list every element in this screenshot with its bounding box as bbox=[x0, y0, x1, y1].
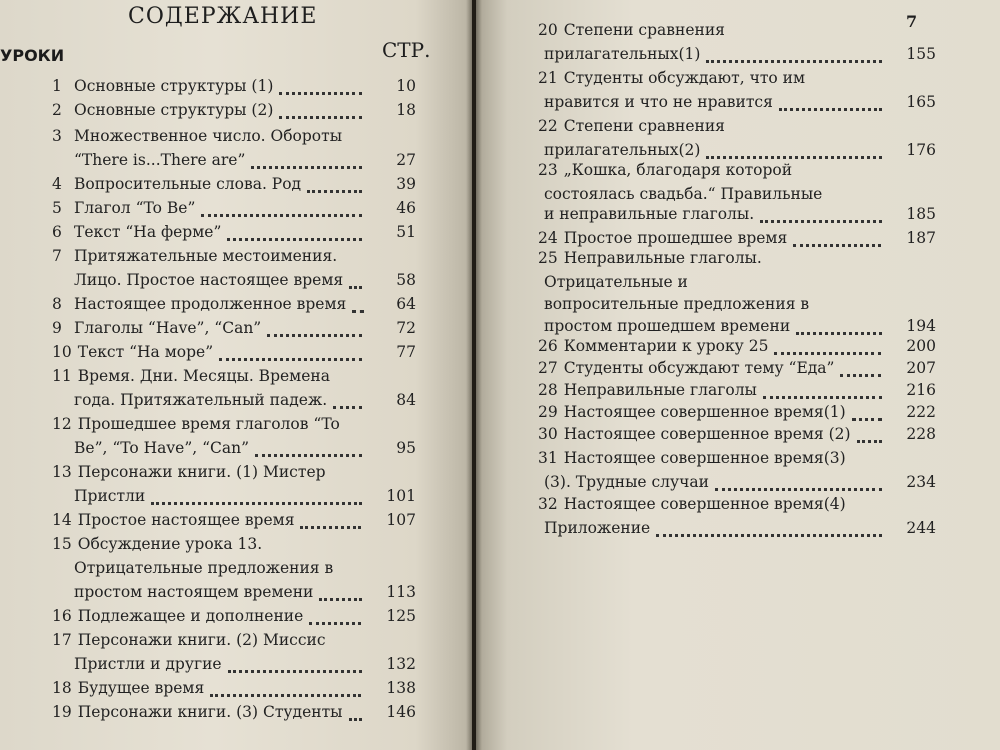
toc-entry-line bbox=[52, 244, 337, 268]
dot-leader bbox=[857, 426, 882, 443]
toc-entry-title: Обсуждение урока 13. bbox=[77, 535, 263, 553]
toc-entry-title: вопросительные предложения в bbox=[544, 295, 810, 313]
toc-entry-title: Будущее время bbox=[77, 679, 205, 697]
dot-leader bbox=[300, 512, 361, 529]
toc-entry-number: 10 bbox=[52, 343, 72, 361]
toc-entry-title: Пристли bbox=[74, 487, 146, 505]
toc-entry-line bbox=[538, 400, 936, 424]
toc-page-number: 107 bbox=[386, 511, 416, 529]
toc-entry-number: 15 bbox=[52, 535, 72, 553]
toc-page-number: 216 bbox=[906, 381, 936, 399]
toc-entry-line bbox=[52, 508, 416, 532]
toc-page-number: 222 bbox=[906, 403, 936, 421]
toc-entry-number: 3 bbox=[52, 127, 62, 145]
toc-entry-title: Множественное число. Обороты bbox=[74, 127, 343, 145]
toc-entry-title: Притяжательные местоимения. bbox=[74, 247, 338, 265]
toc-entry-title: Прошедшее время глаголов “To bbox=[77, 415, 340, 433]
toc-page-number: 84 bbox=[396, 391, 416, 409]
toc-entry-number: 31 bbox=[538, 449, 558, 467]
toc-entry-title: Настоящее продолженное время bbox=[74, 295, 347, 313]
toc-entry-line bbox=[52, 196, 416, 220]
toc-entry-line bbox=[52, 220, 416, 244]
dot-leader bbox=[333, 392, 362, 409]
toc-entry-line bbox=[52, 604, 416, 628]
toc-entry-line bbox=[52, 292, 416, 316]
page-number: 7 bbox=[906, 12, 918, 31]
toc-page-number: 101 bbox=[386, 487, 416, 505]
dot-leader bbox=[279, 102, 362, 119]
right-page bbox=[476, 0, 1000, 750]
toc-page-number: 155 bbox=[906, 45, 936, 63]
toc-entry-line bbox=[538, 470, 936, 494]
toc-page-number: 244 bbox=[906, 519, 936, 537]
dot-leader bbox=[319, 584, 362, 601]
dot-leader bbox=[201, 200, 362, 217]
toc-entry-title: Пристли и другие bbox=[74, 655, 222, 673]
toc-entry-line bbox=[52, 74, 416, 98]
toc-entry-number: 21 bbox=[538, 69, 558, 87]
toc-page-number: 200 bbox=[906, 337, 936, 355]
toc-entry-line bbox=[538, 270, 688, 294]
toc-entry-title: „Кошка, благодаря которой bbox=[563, 161, 793, 179]
dot-leader bbox=[706, 46, 882, 63]
toc-entry-line bbox=[538, 446, 846, 470]
toc-entry-line bbox=[52, 268, 416, 292]
toc-entry-line bbox=[52, 316, 416, 340]
toc-entry-number: 29 bbox=[538, 403, 558, 421]
toc-entry-number: 18 bbox=[52, 679, 72, 697]
toc-entry-title: Основные структуры (1) bbox=[74, 77, 274, 95]
dot-leader bbox=[706, 142, 882, 159]
toc-entry-title: и неправильные глаголы. bbox=[544, 205, 755, 223]
toc-page-number: 18 bbox=[396, 101, 416, 119]
dot-leader bbox=[715, 474, 882, 491]
dot-leader bbox=[219, 344, 362, 361]
toc-page-number: 77 bbox=[396, 343, 416, 361]
toc-entry-number: 24 bbox=[538, 229, 558, 247]
toc-page-number: 234 bbox=[906, 473, 936, 491]
toc-page-number: 10 bbox=[396, 77, 416, 95]
toc-page-number: 138 bbox=[386, 679, 416, 697]
toc-entry-title: Студенты обсуждают, что им bbox=[563, 69, 806, 87]
dot-leader bbox=[349, 272, 362, 289]
toc-entry-number: 14 bbox=[52, 511, 72, 529]
toc-page-number: 165 bbox=[906, 93, 936, 111]
toc-entry-line bbox=[52, 460, 326, 484]
toc-entry-number: 30 bbox=[538, 425, 558, 443]
toc-entry-line bbox=[52, 556, 333, 580]
toc-entry-line bbox=[52, 124, 342, 148]
toc-page-number: 113 bbox=[386, 583, 416, 601]
toc-entry-title: года. Притяжательный падеж. bbox=[74, 391, 328, 409]
toc-entry-title: Степени сравнения bbox=[563, 21, 725, 39]
toc-entry-number: 20 bbox=[538, 21, 558, 39]
toc-entry-title: Персонажи книги. (1) Мистер bbox=[77, 463, 326, 481]
toc-entry-number: 11 bbox=[52, 367, 72, 385]
toc-entry-line bbox=[52, 98, 416, 122]
toc-entry-title: Настоящее совершенное время (2) bbox=[563, 425, 851, 443]
toc-entry-title: Простое настоящее время bbox=[77, 511, 295, 529]
toc-entry-number: 9 bbox=[52, 319, 62, 337]
toc-page-number: 176 bbox=[906, 141, 936, 159]
toc-entry-title: (3). Трудные случаи bbox=[544, 473, 709, 491]
book-gutter bbox=[466, 0, 482, 750]
toc-entry-line bbox=[52, 364, 330, 388]
toc-entry-line bbox=[538, 492, 846, 516]
toc-entry-line bbox=[52, 148, 416, 172]
toc-page-number: 125 bbox=[386, 607, 416, 625]
toc-entry-line bbox=[52, 412, 340, 436]
toc-entry-number: 32 bbox=[538, 495, 558, 513]
toc-page-number: 39 bbox=[396, 175, 416, 193]
toc-entry-line bbox=[52, 340, 416, 364]
dot-leader bbox=[352, 296, 364, 313]
dot-leader bbox=[763, 382, 882, 399]
dot-leader bbox=[307, 176, 362, 193]
dot-leader bbox=[774, 338, 881, 355]
toc-entry-title: Текст “На море” bbox=[77, 343, 214, 361]
toc-entry-line bbox=[52, 436, 416, 460]
toc-page-number: 207 bbox=[906, 359, 936, 377]
toc-entry-line bbox=[538, 42, 936, 66]
toc-entry-number: 1 bbox=[52, 77, 62, 95]
dot-leader bbox=[227, 224, 362, 241]
toc-entry-line bbox=[538, 516, 936, 540]
toc-entry-number: 7 bbox=[52, 247, 62, 265]
toc-entry-title: простом настоящем времени bbox=[74, 583, 314, 601]
dot-leader bbox=[349, 704, 362, 721]
toc-entry-title: Основные структуры (2) bbox=[74, 101, 274, 119]
toc-page-number: 132 bbox=[386, 655, 416, 673]
toc-entry-title: Время. Дни. Месяцы. Времена bbox=[77, 367, 330, 385]
toc-entry-line bbox=[538, 378, 936, 402]
toc-entry-number: 13 bbox=[52, 463, 72, 481]
toc-page-number: 194 bbox=[906, 317, 936, 335]
toc-entry-number: 2 bbox=[52, 101, 62, 119]
toc-entry-number: 25 bbox=[538, 249, 558, 267]
toc-page-number: 46 bbox=[396, 199, 416, 217]
toc-entry-line bbox=[52, 700, 416, 724]
toc-entry-number: 12 bbox=[52, 415, 72, 433]
toc-entry-line bbox=[52, 628, 326, 652]
toc-page-number: 228 bbox=[906, 425, 936, 443]
toc-entry-line bbox=[538, 66, 805, 90]
toc-entry-line bbox=[52, 532, 262, 556]
toc-entry-title: Неправильные глаголы bbox=[563, 381, 757, 399]
toc-page-number: 185 bbox=[906, 205, 936, 223]
toc-entry-title: прилагательных(1) bbox=[544, 45, 701, 63]
toc-entry-title: Степени сравнения bbox=[563, 117, 725, 135]
toc-entry-title: Отрицательные и bbox=[544, 273, 688, 291]
toc-entry-line bbox=[52, 172, 416, 196]
toc-entry-line bbox=[538, 202, 936, 226]
toc-page-number: 72 bbox=[396, 319, 416, 337]
toc-entry-title: нравится и что не нравится bbox=[544, 93, 773, 111]
toc-page-number: 187 bbox=[906, 229, 936, 247]
dot-leader bbox=[760, 206, 882, 223]
toc-page-number: 146 bbox=[386, 703, 416, 721]
toc-entry-title: состоялась свадьба.“ Правильные bbox=[544, 185, 823, 203]
toc-entry-number: 22 bbox=[538, 117, 558, 135]
dot-leader bbox=[228, 656, 362, 673]
toc-entry-title: Персонажи книги. (3) Студенты bbox=[77, 703, 343, 721]
toc-entry-number: 4 bbox=[52, 175, 62, 193]
toc-entry-title: Лицо. Простое настоящее время bbox=[74, 271, 344, 289]
toc-entry-line bbox=[538, 334, 936, 358]
dot-leader bbox=[852, 404, 882, 421]
left-page bbox=[0, 0, 472, 750]
dot-leader bbox=[251, 152, 362, 169]
toc-entry-number: 28 bbox=[538, 381, 558, 399]
dot-leader bbox=[255, 440, 362, 457]
toc-entry-line bbox=[538, 158, 792, 182]
toc-entry-line bbox=[52, 652, 416, 676]
toc-page-number: 58 bbox=[396, 271, 416, 289]
toc-entry-title: прилагательных(2) bbox=[544, 141, 701, 159]
toc-entry-line bbox=[538, 356, 936, 380]
toc-entry-line bbox=[52, 676, 416, 700]
toc-entry-number: 27 bbox=[538, 359, 558, 377]
toc-entry-title: простом прошедшем времени bbox=[544, 317, 791, 335]
toc-page-number: 64 bbox=[396, 295, 416, 313]
dot-leader bbox=[796, 318, 882, 335]
toc-entry-title: Подлежащее и дополнение bbox=[77, 607, 304, 625]
toc-page-number: 95 bbox=[396, 439, 416, 457]
toc-entry-title: Глаголы “Have”, “Can” bbox=[74, 319, 262, 337]
page-column-header: СТР. bbox=[382, 38, 431, 62]
toc-entry-title: Отрицательные предложения в bbox=[74, 559, 334, 577]
dot-leader bbox=[840, 360, 881, 377]
toc-entry-title: Студенты обсуждают тему “Еда” bbox=[563, 359, 835, 377]
toc-entry-line bbox=[538, 292, 809, 316]
dot-leader bbox=[151, 488, 362, 505]
dot-leader bbox=[210, 680, 361, 697]
toc-entry-line bbox=[538, 114, 725, 138]
bleed-through-text bbox=[496, 30, 500, 45]
section-heading: УРОКИ bbox=[0, 46, 65, 65]
dot-leader bbox=[656, 520, 882, 537]
dot-leader bbox=[309, 608, 361, 625]
toc-page-number: 27 bbox=[396, 151, 416, 169]
dot-leader bbox=[793, 230, 881, 247]
toc-entry-number: 6 bbox=[52, 223, 62, 241]
toc-entry-number: 8 bbox=[52, 295, 62, 313]
toc-entry-number: 23 bbox=[538, 161, 558, 179]
toc-entry-title: Приложение bbox=[544, 519, 651, 537]
toc-entry-line bbox=[538, 18, 725, 42]
dot-leader bbox=[779, 94, 882, 111]
dot-leader bbox=[267, 320, 362, 337]
dot-leader bbox=[279, 78, 362, 95]
contents-title: СОДЕРЖАНИЕ bbox=[128, 4, 318, 29]
toc-entry-title: Настоящее совершенное время(4) bbox=[563, 495, 846, 513]
toc-entry-number: 17 bbox=[52, 631, 72, 649]
toc-entry-title: Неправильные глаголы. bbox=[563, 249, 762, 267]
toc-entry-title: Be”, “To Have”, “Can” bbox=[74, 439, 250, 457]
toc-entry-line bbox=[52, 484, 416, 508]
toc-entry-line bbox=[538, 90, 936, 114]
toc-entry-number: 26 bbox=[538, 337, 558, 355]
toc-entry-title: Настоящее совершенное время(3) bbox=[563, 449, 846, 467]
toc-entry-line bbox=[538, 422, 936, 446]
toc-entry-title: Комментарии к уроку 25 bbox=[563, 337, 769, 355]
toc-entry-title: Простое прошедшее время bbox=[563, 229, 788, 247]
toc-entry-line bbox=[52, 388, 416, 412]
toc-entry-title: “There is...There are” bbox=[74, 151, 246, 169]
toc-entry-title: Текст “На ферме” bbox=[74, 223, 222, 241]
toc-entry-title: Глагол “To Be” bbox=[74, 199, 196, 217]
toc-page-number: 51 bbox=[396, 223, 416, 241]
toc-entry-line bbox=[538, 246, 762, 270]
toc-entry-title: Вопросительные слова. Род bbox=[74, 175, 302, 193]
toc-entry-number: 5 bbox=[52, 199, 62, 217]
toc-entry-line bbox=[52, 580, 416, 604]
toc-entry-title: Персонажи книги. (2) Миссис bbox=[77, 631, 326, 649]
toc-entry-number: 19 bbox=[52, 703, 72, 721]
toc-entry-title: Настоящее совершенное время(1) bbox=[563, 403, 846, 421]
toc-entry-number: 16 bbox=[52, 607, 72, 625]
